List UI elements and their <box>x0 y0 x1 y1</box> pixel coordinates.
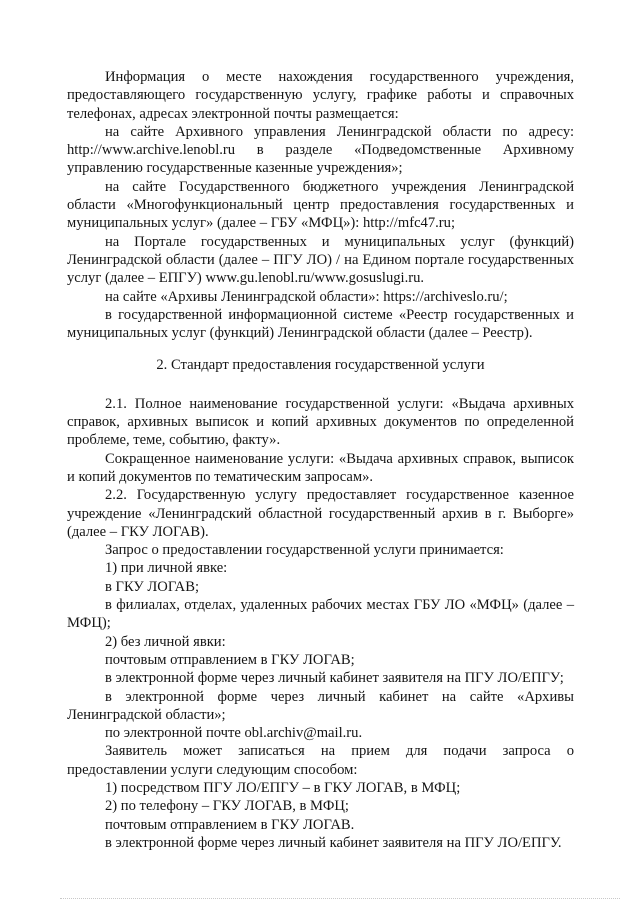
request-acceptance-paragraph: Запрос о предоставлении государственной услуги принимается: <box>105 542 504 559</box>
archive-site-paragraph: на сайте Архивного управления Ленинградской области по адресу: http://www.archive.lenobl.ru в разделе «Подведомственные Архивному управлению государственные казенные учреждения»; <box>67 123 574 177</box>
appointment-paragraph: Заявитель может записаться на прием для подачи запроса о предоставлении услуги следующим способом: <box>67 743 574 778</box>
short-service-name-paragraph: Сокращенное наименование услуги: «Выдача архивных справок, выписок и копий документов по тематическим запросам». <box>67 450 574 485</box>
electronic-archives-site-item: в электронной форме через личный кабинет на сайте «Архивы Ленинградской области»; <box>67 688 574 723</box>
appointment-portal-item: 1) посредством ПГУ ЛО/ЕПГУ – в ГКУ ЛОГАВ, в МФЦ; <box>105 779 461 796</box>
portal-paragraph: на Портале государственных и муниципальных услуг (функций) Ленинградской области (далее – ПГУ ЛО) / на Едином портале государственных услуг (далее – ЕПГУ) www.gu.lenobl.ru/www.gosuslugi.ru. <box>67 233 574 287</box>
page-bottom-divider <box>60 898 620 899</box>
intro-paragraph: Информация о месте нахождения государственного учреждения, предоставляющего государственную услугу, графике работы и справочных телефонах, адресах электронной почты размещается: <box>67 69 574 122</box>
remote-item: 2) без личной явки: <box>105 633 226 650</box>
section-heading: 2. Стандарт предоставления государственной услуги <box>156 357 485 374</box>
registry-paragraph: в государственной информационной системе «Реестр государственных и муниципальных услуг (функций) Ленинградской области (далее – Реестр). <box>67 306 574 342</box>
logav-item: в ГКУ ЛОГАВ; <box>105 578 200 595</box>
full-service-name-paragraph: 2.1. Полное наименование государственной услуги: «Выдача архивных справок, архивных выписок и копий архивных документов по определенной проблеме, теме, событию, факту». <box>67 395 574 449</box>
archives-lo-site-paragraph: на сайте «Архивы Ленинградской области»: https://archiveslo.ru/; <box>105 288 508 305</box>
in-person-item: 1) при личной явке: <box>105 560 228 577</box>
service-provider-paragraph: 2.2. Государственную услугу предоставляет государственное казенное учреждение «Ленинградский областной государственный архив в г. Выборге» (далее – ГКУ ЛОГАВ). <box>67 487 574 540</box>
mfc-site-paragraph: на сайте Государственного бюджетного учреждения Ленинградской области «Многофункциональный центр предоставления государственных и муниципальных услуг» (далее – ГБУ «МФЦ»): http://mfc47.ru; <box>67 178 574 232</box>
appointment-phone-item: 2) по телефону – ГКУ ЛОГАВ, в МФЦ; <box>105 798 349 815</box>
electronic-portal-item: в электронной форме через личный кабинет заявителя на ПГУ ЛО/ЕПГУ; <box>105 670 564 687</box>
appointment-postal-item: почтовым отправлением в ГКУ ЛОГАВ. <box>105 816 355 833</box>
mfc-branches-item: в филиалах, отделах, удаленных рабочих местах ГБУ ЛО «МФЦ» (далее – МФЦ); <box>67 597 574 632</box>
appointment-electronic-item: в электронной форме через личный кабинет заявителя на ПГУ ЛО/ЕПГУ. <box>105 834 562 851</box>
email-item: по электронной почте obl.archiv@mail.ru. <box>105 725 363 742</box>
postal-item: почтовым отправлением в ГКУ ЛОГАВ; <box>105 651 355 668</box>
